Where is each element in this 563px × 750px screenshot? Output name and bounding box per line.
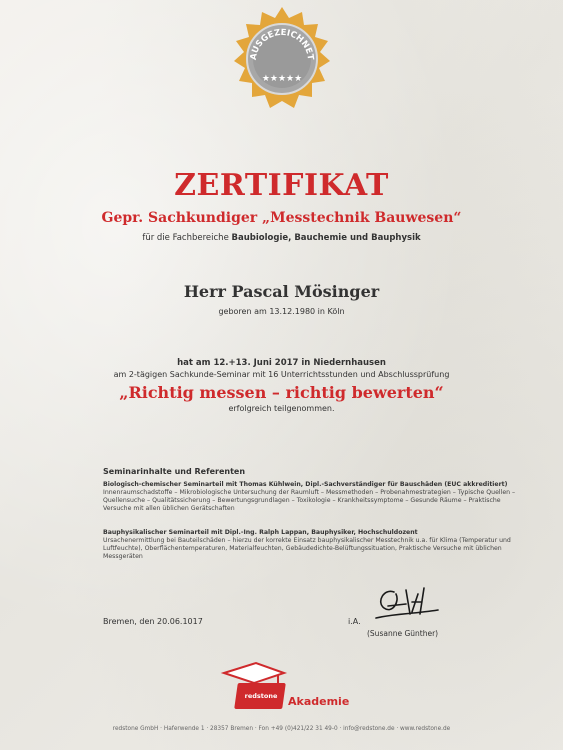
award-seal-icon [228, 5, 336, 113]
redstone-akademie-logo [218, 661, 370, 713]
section-biochemical-head: Biologisch-chemischer Seminarteil mit Thomas Kühlwein, Dipl.-Sachverständiger für Bauschäden (EUC akkreditiert) [103, 481, 508, 488]
fields-prefix: für die Fachbereiche [142, 233, 232, 243]
seminar-date: hat am 12.+13. Juni 2017 in Niedernhausen [177, 358, 386, 368]
signature-icon [372, 584, 442, 620]
seal-label: AUSGEZEICHNET [248, 27, 316, 61]
certificate-title: ZERTIFIKAT [174, 168, 389, 203]
success-text: erfolgreich teilgenommen. [228, 404, 335, 413]
footer-address: redstone GmbH · Haferwende 1 · 28357 Bremen · Fon +49 (0)421/22 31 49-0 · info@redstone.de · www.redstone.de [112, 726, 451, 732]
section-buildingphysics-head: Bauphysikalischer Seminarteil mit Dipl.-Ing. Ralph Lappan, Bauphysiker, Hochschuldozent [103, 529, 418, 536]
section-buildingphysics-body: Ursachenermittlung bei Bauteilschäden – hierzu der korrekte Einsatz bauphysikalischer Messtechnik u.a. für Klima (Temperatur und Luftfeuchte), Oberflächentemperaturen, Materialfeuchten, Gebäudedichte-Belüftungssituation, Praktische Versuche mit üblichen Messgeräten [103, 536, 511, 560]
birth-info: geboren am 13.12.1980 in Köln [218, 307, 345, 316]
city-date: Bremen, den 20.06.1017 [103, 617, 203, 626]
logo-akademie: Akademie [288, 695, 350, 708]
seminar-description: am 2-tägigen Sachkunde-Seminar mit 16 Unterrichtsstunden und Abschlussprüfung [113, 370, 450, 379]
seminar-motto: „Richtig messen – richtig bewerten“ [119, 383, 444, 402]
fields-line [0, 233, 563, 243]
logo-brand: redstone [244, 692, 278, 700]
section-biochemical-body: Innenraumschadstoffe – Mikrobiologische Untersuchung der Raumluft – Messmethoden – Probenahmestrategien – Typische Quellen – Quellensuche – Qualitätssicherung – Bewertungsgrundlagen – Toxikologie – Krankheitssymptome – Gesunde Räume – Praktische Versuche mit allen üblichen Gerätschaften [103, 488, 516, 512]
ia-label: i.A. [348, 617, 361, 626]
section-title: Seminarinhalte und Referenten [103, 467, 246, 476]
certificate-subtitle: Gepr. Sachkundiger „Messtechnik Bauwesen“ [101, 210, 462, 226]
section-buildingphysics [103, 529, 518, 561]
signer-name: (Susanne Günther) [367, 629, 439, 638]
seal-stars: ★★★★★ [261, 74, 303, 84]
fields-bold: Baubiologie, Bauchemie und Bauphysik [231, 233, 421, 243]
recipient-name: Herr Pascal Mösinger [183, 282, 380, 301]
section-biochemical [103, 481, 518, 513]
